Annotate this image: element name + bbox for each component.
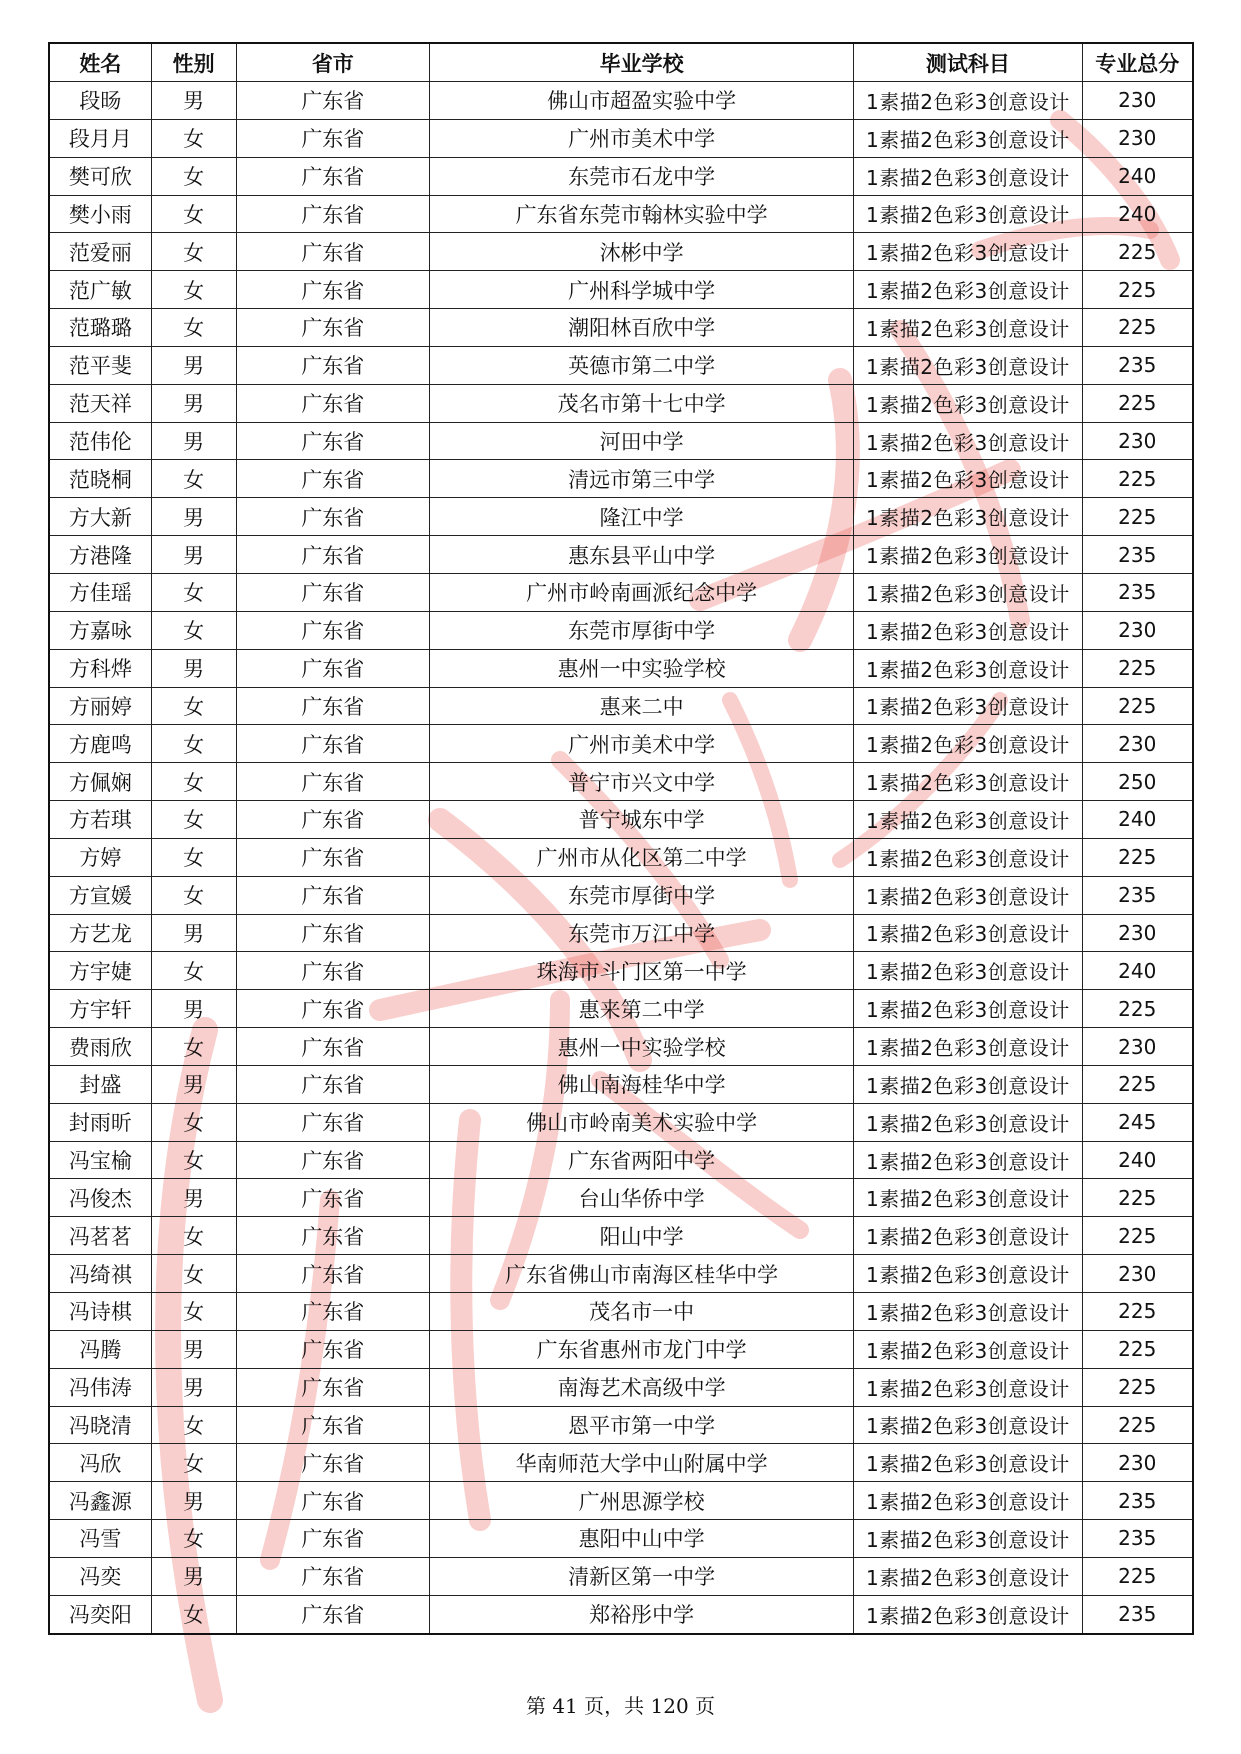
table-row [49, 498, 1193, 536]
cell-gender: 男 [151, 536, 236, 574]
cell-province: 广东省 [236, 498, 430, 536]
cell-total-score: 225 [1082, 498, 1193, 536]
cell-name: 方鹿鸣 [49, 725, 151, 763]
cell-gender: 女 [151, 1028, 236, 1066]
cell-subjects: 1素描2色彩3创意设计 [854, 763, 1082, 801]
cell-name: 冯诗棋 [49, 1293, 151, 1331]
cell-name: 樊小雨 [49, 195, 151, 233]
cell-name: 冯绮祺 [49, 1255, 151, 1293]
table-row [49, 1293, 1193, 1331]
cell-gender: 女 [151, 573, 236, 611]
cell-province: 广东省 [236, 763, 430, 801]
cell-gender: 男 [151, 990, 236, 1028]
cell-gender: 男 [151, 498, 236, 536]
cell-gender: 女 [151, 157, 236, 195]
cell-total-score: 240 [1082, 952, 1193, 990]
cell-school: 清远市第三中学 [430, 460, 854, 498]
cell-subjects: 1素描2色彩3创意设计 [854, 1255, 1082, 1293]
cell-total-score: 240 [1082, 801, 1193, 839]
cell-name: 方艺龙 [49, 914, 151, 952]
cell-school: 惠州一中实验学校 [430, 649, 854, 687]
cell-subjects: 1素描2色彩3创意设计 [854, 309, 1082, 347]
cell-subjects: 1素描2色彩3创意设计 [854, 346, 1082, 384]
cell-school: 惠来第二中学 [430, 990, 854, 1028]
cell-subjects: 1素描2色彩3创意设计 [854, 838, 1082, 876]
cell-subjects: 1素描2色彩3创意设计 [854, 536, 1082, 574]
cell-subjects: 1素描2色彩3创意设计 [854, 1065, 1082, 1103]
table-row [49, 422, 1193, 460]
cell-name: 范爱丽 [49, 233, 151, 271]
cell-gender: 男 [151, 384, 236, 422]
cell-total-score: 225 [1082, 233, 1193, 271]
table-row [49, 990, 1193, 1028]
cell-gender: 女 [151, 725, 236, 763]
cell-gender: 女 [151, 611, 236, 649]
cell-province: 广东省 [236, 1255, 430, 1293]
cell-school: 隆江中学 [430, 498, 854, 536]
cell-name: 冯茗茗 [49, 1217, 151, 1255]
cell-province: 广东省 [236, 1330, 430, 1368]
cell-gender: 女 [151, 195, 236, 233]
cell-province: 广东省 [236, 1444, 430, 1482]
cell-school: 佛山市超盈实验中学 [430, 82, 854, 120]
page-number: 第 41 页，共 120 页 [525, 1694, 716, 1718]
cell-province: 广东省 [236, 119, 430, 157]
cell-total-score: 225 [1082, 1065, 1193, 1103]
cell-gender: 男 [151, 1330, 236, 1368]
cell-province: 广东省 [236, 422, 430, 460]
cell-province: 广东省 [236, 233, 430, 271]
table-body [49, 82, 1193, 1634]
cell-subjects: 1素描2色彩3创意设计 [854, 1557, 1082, 1595]
cell-province: 广东省 [236, 990, 430, 1028]
cell-total-score: 230 [1082, 1444, 1193, 1482]
table-row [49, 952, 1193, 990]
cell-subjects: 1素描2色彩3创意设计 [854, 1293, 1082, 1331]
cell-subjects: 1素描2色彩3创意设计 [854, 195, 1082, 233]
cell-school: 惠东县平山中学 [430, 536, 854, 574]
cell-name: 段旸 [49, 82, 151, 120]
cell-province: 广东省 [236, 649, 430, 687]
cell-total-score: 230 [1082, 914, 1193, 952]
cell-total-score: 240 [1082, 157, 1193, 195]
table-row [49, 838, 1193, 876]
cell-name: 方婷 [49, 838, 151, 876]
cell-gender: 女 [151, 1255, 236, 1293]
table-row [49, 1368, 1193, 1406]
cell-name: 范平斐 [49, 346, 151, 384]
cell-subjects: 1素描2色彩3创意设计 [854, 573, 1082, 611]
cell-total-score: 225 [1082, 460, 1193, 498]
cell-province: 广东省 [236, 1028, 430, 1066]
cell-school: 广州市美术中学 [430, 725, 854, 763]
cell-school: 佛山南海桂华中学 [430, 1065, 854, 1103]
cell-total-score: 225 [1082, 1368, 1193, 1406]
cell-total-score: 225 [1082, 309, 1193, 347]
header-subjects: 测试科目 [854, 43, 1082, 82]
cell-province: 广东省 [236, 195, 430, 233]
cell-province: 广东省 [236, 914, 430, 952]
cell-name: 方丽婷 [49, 687, 151, 725]
cell-subjects: 1素描2色彩3创意设计 [854, 1595, 1082, 1633]
table-row [49, 725, 1193, 763]
cell-name: 段月月 [49, 119, 151, 157]
score-table [48, 42, 1194, 1635]
cell-gender: 女 [151, 271, 236, 309]
cell-gender: 女 [151, 460, 236, 498]
table-row [49, 763, 1193, 801]
cell-school: 佛山市岭南美术实验中学 [430, 1103, 854, 1141]
cell-school: 沐彬中学 [430, 233, 854, 271]
table-row [49, 1103, 1193, 1141]
cell-gender: 女 [151, 1406, 236, 1444]
cell-name: 冯宝榆 [49, 1141, 151, 1179]
cell-school: 广东省两阳中学 [430, 1141, 854, 1179]
cell-total-score: 235 [1082, 1520, 1193, 1558]
cell-gender: 男 [151, 1065, 236, 1103]
cell-subjects: 1素描2色彩3创意设计 [854, 1444, 1082, 1482]
cell-gender: 女 [151, 687, 236, 725]
cell-province: 广东省 [236, 838, 430, 876]
cell-gender: 男 [151, 1557, 236, 1595]
cell-subjects: 1素描2色彩3创意设计 [854, 1520, 1082, 1558]
cell-school: 潮阳林百欣中学 [430, 309, 854, 347]
cell-school: 东莞市厚街中学 [430, 876, 854, 914]
cell-name: 冯腾 [49, 1330, 151, 1368]
cell-gender: 男 [151, 914, 236, 952]
cell-total-score: 225 [1082, 1557, 1193, 1595]
cell-school: 惠来二中 [430, 687, 854, 725]
cell-gender: 男 [151, 422, 236, 460]
cell-subjects: 1素描2色彩3创意设计 [854, 649, 1082, 687]
cell-school: 广州科学城中学 [430, 271, 854, 309]
cell-subjects: 1素描2色彩3创意设计 [854, 725, 1082, 763]
cell-name: 方宣媛 [49, 876, 151, 914]
table-row [49, 876, 1193, 914]
table-row [49, 1444, 1193, 1482]
cell-subjects: 1素描2色彩3创意设计 [854, 384, 1082, 422]
table-row [49, 611, 1193, 649]
cell-total-score: 225 [1082, 990, 1193, 1028]
cell-province: 广东省 [236, 687, 430, 725]
table-header [49, 43, 1193, 82]
cell-school: 广东省佛山市南海区桂华中学 [430, 1255, 854, 1293]
cell-gender: 女 [151, 233, 236, 271]
cell-subjects: 1素描2色彩3创意设计 [854, 82, 1082, 120]
cell-gender: 男 [151, 649, 236, 687]
cell-total-score: 235 [1082, 1595, 1193, 1633]
cell-school: 普宁城东中学 [430, 801, 854, 839]
cell-gender: 女 [151, 763, 236, 801]
cell-subjects: 1素描2色彩3创意设计 [854, 990, 1082, 1028]
cell-school: 台山华侨中学 [430, 1179, 854, 1217]
cell-school: 东莞市石龙中学 [430, 157, 854, 195]
cell-subjects: 1素描2色彩3创意设计 [854, 1482, 1082, 1520]
cell-subjects: 1素描2色彩3创意设计 [854, 1406, 1082, 1444]
cell-subjects: 1素描2色彩3创意设计 [854, 271, 1082, 309]
cell-total-score: 225 [1082, 1179, 1193, 1217]
cell-gender: 女 [151, 1103, 236, 1141]
cell-name: 方宇轩 [49, 990, 151, 1028]
cell-gender: 女 [151, 1141, 236, 1179]
cell-total-score: 225 [1082, 1217, 1193, 1255]
cell-name: 方港隆 [49, 536, 151, 574]
cell-subjects: 1素描2色彩3创意设计 [854, 1368, 1082, 1406]
cell-province: 广东省 [236, 271, 430, 309]
cell-name: 冯俊杰 [49, 1179, 151, 1217]
header-province: 省市 [236, 43, 430, 82]
table-row [49, 157, 1193, 195]
cell-school: 惠州一中实验学校 [430, 1028, 854, 1066]
cell-subjects: 1素描2色彩3创意设计 [854, 422, 1082, 460]
cell-school: 恩平市第一中学 [430, 1406, 854, 1444]
cell-subjects: 1素描2色彩3创意设计 [854, 952, 1082, 990]
cell-gender: 男 [151, 1482, 236, 1520]
cell-name: 范璐璐 [49, 309, 151, 347]
table-row [49, 309, 1193, 347]
cell-school: 清新区第一中学 [430, 1557, 854, 1595]
cell-name: 冯鑫源 [49, 1482, 151, 1520]
cell-total-score: 225 [1082, 384, 1193, 422]
cell-subjects: 1素描2色彩3创意设计 [854, 460, 1082, 498]
table-row [49, 82, 1193, 120]
cell-name: 封盛 [49, 1065, 151, 1103]
table-row [49, 687, 1193, 725]
cell-total-score: 230 [1082, 1255, 1193, 1293]
table-row [49, 649, 1193, 687]
table-row [49, 1028, 1193, 1066]
cell-province: 广东省 [236, 460, 430, 498]
table-row [49, 119, 1193, 157]
cell-province: 广东省 [236, 157, 430, 195]
cell-total-score: 245 [1082, 1103, 1193, 1141]
cell-total-score: 225 [1082, 271, 1193, 309]
table-row [49, 1557, 1193, 1595]
cell-name: 冯奕阳 [49, 1595, 151, 1633]
cell-total-score: 240 [1082, 195, 1193, 233]
table-row [49, 1255, 1193, 1293]
cell-subjects: 1素描2色彩3创意设计 [854, 801, 1082, 839]
cell-province: 广东省 [236, 573, 430, 611]
cell-province: 广东省 [236, 1595, 430, 1633]
table-row [49, 271, 1193, 309]
cell-province: 广东省 [236, 1557, 430, 1595]
table-row [49, 195, 1193, 233]
cell-total-score: 230 [1082, 82, 1193, 120]
cell-total-score: 235 [1082, 876, 1193, 914]
cell-subjects: 1素描2色彩3创意设计 [854, 687, 1082, 725]
table-row [49, 1141, 1193, 1179]
cell-gender: 女 [151, 838, 236, 876]
cell-gender: 女 [151, 1595, 236, 1633]
header-name: 姓名 [49, 43, 151, 82]
table-row [49, 914, 1193, 952]
cell-name: 方大新 [49, 498, 151, 536]
cell-province: 广东省 [236, 1141, 430, 1179]
cell-gender: 女 [151, 801, 236, 839]
cell-school: 广州思源学校 [430, 1482, 854, 1520]
cell-gender: 女 [151, 1217, 236, 1255]
cell-province: 广东省 [236, 1179, 430, 1217]
cell-province: 广东省 [236, 384, 430, 422]
table-row [49, 1482, 1193, 1520]
cell-subjects: 1素描2色彩3创意设计 [854, 498, 1082, 536]
cell-subjects: 1素描2色彩3创意设计 [854, 1141, 1082, 1179]
cell-province: 广东省 [236, 1406, 430, 1444]
cell-province: 广东省 [236, 536, 430, 574]
cell-total-score: 225 [1082, 838, 1193, 876]
cell-province: 广东省 [236, 952, 430, 990]
cell-province: 广东省 [236, 1293, 430, 1331]
cell-school: 英德市第二中学 [430, 346, 854, 384]
cell-province: 广东省 [236, 1520, 430, 1558]
table-row [49, 233, 1193, 271]
cell-subjects: 1素描2色彩3创意设计 [854, 1330, 1082, 1368]
cell-gender: 女 [151, 1520, 236, 1558]
cell-school: 茂名市第十七中学 [430, 384, 854, 422]
cell-subjects: 1素描2色彩3创意设计 [854, 119, 1082, 157]
cell-total-score: 230 [1082, 725, 1193, 763]
cell-gender: 男 [151, 1179, 236, 1217]
cell-name: 方嘉咏 [49, 611, 151, 649]
header-gender: 性别 [151, 43, 236, 82]
table-row [49, 460, 1193, 498]
cell-province: 广东省 [236, 876, 430, 914]
table-row [49, 1520, 1193, 1558]
cell-total-score: 230 [1082, 422, 1193, 460]
cell-school: 普宁市兴文中学 [430, 763, 854, 801]
cell-school: 广州市岭南画派纪念中学 [430, 573, 854, 611]
cell-school: 广州市从化区第二中学 [430, 838, 854, 876]
table-row [49, 1065, 1193, 1103]
cell-name: 冯伟涛 [49, 1368, 151, 1406]
cell-gender: 女 [151, 1444, 236, 1482]
cell-total-score: 225 [1082, 1293, 1193, 1331]
cell-total-score: 235 [1082, 536, 1193, 574]
cell-school: 茂名市一中 [430, 1293, 854, 1331]
table-row [49, 1330, 1193, 1368]
cell-name: 封雨昕 [49, 1103, 151, 1141]
cell-name: 方科烨 [49, 649, 151, 687]
cell-name: 冯奕 [49, 1557, 151, 1595]
cell-name: 樊可欣 [49, 157, 151, 195]
cell-school: 东莞市万江中学 [430, 914, 854, 952]
cell-name: 冯欣 [49, 1444, 151, 1482]
cell-gender: 男 [151, 1368, 236, 1406]
cell-name: 方佩娴 [49, 763, 151, 801]
cell-province: 广东省 [236, 725, 430, 763]
cell-total-score: 225 [1082, 1406, 1193, 1444]
cell-total-score: 230 [1082, 119, 1193, 157]
cell-gender: 男 [151, 346, 236, 384]
cell-province: 广东省 [236, 309, 430, 347]
table-row [49, 801, 1193, 839]
cell-name: 费雨欣 [49, 1028, 151, 1066]
cell-subjects: 1素描2色彩3创意设计 [854, 233, 1082, 271]
cell-subjects: 1素描2色彩3创意设计 [854, 611, 1082, 649]
cell-total-score: 225 [1082, 1330, 1193, 1368]
cell-school: 珠海市斗门区第一中学 [430, 952, 854, 990]
cell-name: 方佳瑶 [49, 573, 151, 611]
cell-subjects: 1素描2色彩3创意设计 [854, 914, 1082, 952]
cell-total-score: 230 [1082, 611, 1193, 649]
cell-total-score: 235 [1082, 573, 1193, 611]
cell-total-score: 235 [1082, 1482, 1193, 1520]
header-school: 毕业学校 [430, 43, 854, 82]
cell-subjects: 1素描2色彩3创意设计 [854, 157, 1082, 195]
cell-name: 范广敏 [49, 271, 151, 309]
cell-total-score: 250 [1082, 763, 1193, 801]
table-row [49, 1595, 1193, 1633]
cell-school: 广东省惠州市龙门中学 [430, 1330, 854, 1368]
table-row [49, 1217, 1193, 1255]
cell-gender: 女 [151, 952, 236, 990]
cell-gender: 女 [151, 309, 236, 347]
table-row [49, 384, 1193, 422]
cell-name: 范晓桐 [49, 460, 151, 498]
cell-subjects: 1素描2色彩3创意设计 [854, 876, 1082, 914]
cell-school: 南海艺术高级中学 [430, 1368, 854, 1406]
header-total-score: 专业总分 [1082, 43, 1193, 82]
cell-name: 冯晓清 [49, 1406, 151, 1444]
cell-total-score: 225 [1082, 687, 1193, 725]
cell-name: 方若琪 [49, 801, 151, 839]
table-row [49, 346, 1193, 384]
table-row [49, 1406, 1193, 1444]
cell-total-score: 230 [1082, 1028, 1193, 1066]
cell-school: 阳山中学 [430, 1217, 854, 1255]
cell-name: 范天祥 [49, 384, 151, 422]
cell-name: 范伟伦 [49, 422, 151, 460]
cell-gender: 女 [151, 876, 236, 914]
cell-province: 广东省 [236, 1482, 430, 1520]
cell-school: 华南师范大学中山附属中学 [430, 1444, 854, 1482]
cell-province: 广东省 [236, 346, 430, 384]
cell-gender: 女 [151, 1293, 236, 1331]
cell-province: 广东省 [236, 1217, 430, 1255]
cell-total-score: 240 [1082, 1141, 1193, 1179]
cell-gender: 男 [151, 82, 236, 120]
cell-name: 冯雪 [49, 1520, 151, 1558]
cell-subjects: 1素描2色彩3创意设计 [854, 1103, 1082, 1141]
cell-school: 东莞市厚街中学 [430, 611, 854, 649]
cell-school: 河田中学 [430, 422, 854, 460]
table-row [49, 536, 1193, 574]
cell-gender: 女 [151, 119, 236, 157]
cell-school: 广州市美术中学 [430, 119, 854, 157]
cell-school: 郑裕彤中学 [430, 1595, 854, 1633]
cell-province: 广东省 [236, 1368, 430, 1406]
cell-total-score: 235 [1082, 346, 1193, 384]
cell-province: 广东省 [236, 611, 430, 649]
cell-subjects: 1素描2色彩3创意设计 [854, 1217, 1082, 1255]
cell-province: 广东省 [236, 801, 430, 839]
cell-province: 广东省 [236, 1065, 430, 1103]
cell-province: 广东省 [236, 1103, 430, 1141]
cell-name: 方宇婕 [49, 952, 151, 990]
cell-total-score: 225 [1082, 649, 1193, 687]
cell-province: 广东省 [236, 82, 430, 120]
cell-school: 广东省东莞市翰林实验中学 [430, 195, 854, 233]
table-row [49, 573, 1193, 611]
cell-subjects: 1素描2色彩3创意设计 [854, 1179, 1082, 1217]
table-row [49, 1179, 1193, 1217]
cell-school: 惠阳中山中学 [430, 1520, 854, 1558]
cell-subjects: 1素描2色彩3创意设计 [854, 1028, 1082, 1066]
